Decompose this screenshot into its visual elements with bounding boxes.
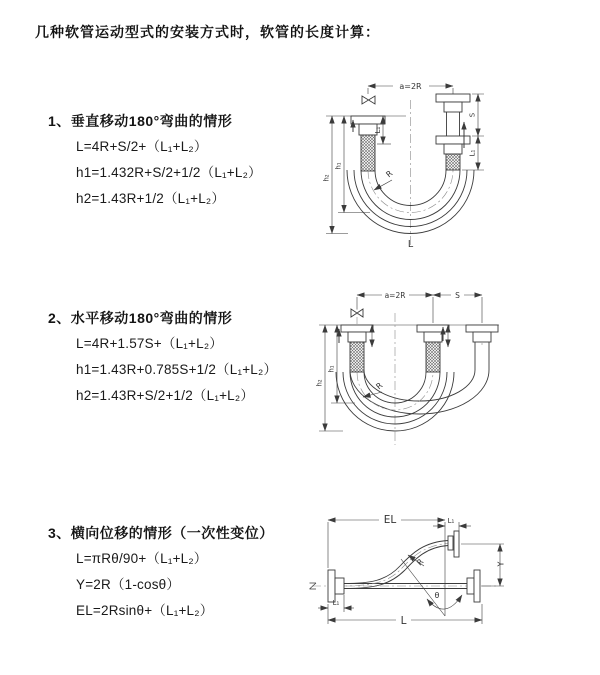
dim-a-2r-and-s — [357, 290, 482, 323]
radius-callout — [408, 555, 426, 567]
radius-label: R — [374, 380, 385, 392]
page-title: 几种软管运动型式的安装方式时，软管的长度计算： — [35, 24, 380, 40]
section-2-formula-h2: h2=1.43R+S/2+1/2（L₁+L₂） — [76, 388, 255, 403]
centerline-flanges — [357, 303, 482, 345]
dim-l-label: L — [400, 615, 407, 627]
section-3-formula-EL: EL=2Rsinθ+（L₁+L₂） — [76, 603, 214, 618]
flange-middle — [417, 325, 449, 342]
flange-upper-displaced — [448, 531, 459, 557]
section-3-heading: 3、横向位移的情形（一次性变位） — [48, 525, 274, 541]
dim-l1-top-label: L₁ — [447, 517, 455, 525]
dim-s-label: S — [468, 112, 477, 118]
braided-hose-left — [361, 135, 375, 171]
angle-theta — [427, 591, 462, 609]
dim-h2-label: h₂ — [315, 379, 324, 387]
section-1-formula-L: L=4R+S/2+（L₁+L₂） — [76, 139, 208, 154]
angle-theta-label: θ — [434, 591, 440, 600]
dim-s-l1-right — [462, 94, 484, 170]
section-2-formula-L: L=4R+1.57S+（L₁+L₂） — [76, 336, 223, 351]
dim-l1-left-label: L₁ — [332, 599, 340, 607]
dim-s-label: S — [455, 291, 460, 300]
flange-left — [341, 325, 373, 342]
section-lateral-displacement — [48, 520, 274, 624]
section-vertical-180 — [48, 108, 262, 212]
flange-right-upper — [436, 94, 470, 112]
dim-l1-left-label: L₁ — [374, 126, 382, 134]
radius-label: R — [384, 168, 395, 180]
section-3-formula-Y: Y=2R（1-cosθ） — [76, 577, 181, 592]
dim-a-label: a=2R — [384, 291, 406, 300]
section-1-heading: 1、垂直移动180°弯曲的情形 — [48, 113, 233, 129]
dim-l1-top — [433, 517, 471, 531]
dim-l1-right-label: L₁ — [468, 149, 477, 157]
section-2-formula-h1: h1=1.43R+0.785S+1/2（L₁+L₂） — [76, 362, 278, 377]
length-label: L — [407, 239, 414, 250]
radius-label: R — [415, 557, 426, 568]
flange-left — [328, 570, 344, 602]
pipe-right — [447, 112, 460, 136]
section-1-formula-h1: h1=1.432R+S/2+1/2（L₁+L₂） — [76, 165, 262, 180]
dim-y-label: Y — [496, 561, 506, 567]
dim-el — [328, 512, 445, 616]
radius-callout — [374, 169, 395, 190]
braided-hose-middle — [426, 342, 440, 372]
dim-h1-label: h₁ — [334, 162, 343, 170]
hose-position-2 — [350, 342, 489, 414]
dim-h1-label: h₁ — [327, 365, 336, 373]
braided-hose-right — [446, 154, 460, 170]
diagram-lateral-displacement — [300, 498, 600, 658]
valve-icon — [362, 96, 375, 104]
radius-construction-line — [401, 559, 445, 616]
flange-right — [467, 570, 480, 602]
dim-h2-label: h₂ — [322, 174, 331, 182]
diagram-vertical-180-bend — [312, 70, 522, 260]
dim-el-label: EL — [383, 514, 397, 526]
flange-right — [466, 325, 498, 342]
dim-l — [328, 604, 482, 627]
dim-l1-left — [318, 595, 354, 612]
section-3-formula-L: L=πRθ/90+（L₁+L₂） — [76, 551, 208, 566]
diagram-horizontal-180-bend — [303, 283, 600, 458]
section-horizontal-180 — [48, 305, 277, 409]
dim-a-label: a=2R — [399, 82, 422, 91]
section-2-heading: 2、水平移动180°弯曲的情形 — [48, 310, 233, 326]
braided-hose-left — [350, 342, 364, 372]
hose-displaced-position — [344, 541, 448, 589]
hose-centerline-curve — [338, 543, 452, 586]
flange-right-lower — [436, 136, 470, 154]
section-1-formula-h2: h2=1.43R+1/2（L₁+L₂） — [76, 191, 226, 206]
